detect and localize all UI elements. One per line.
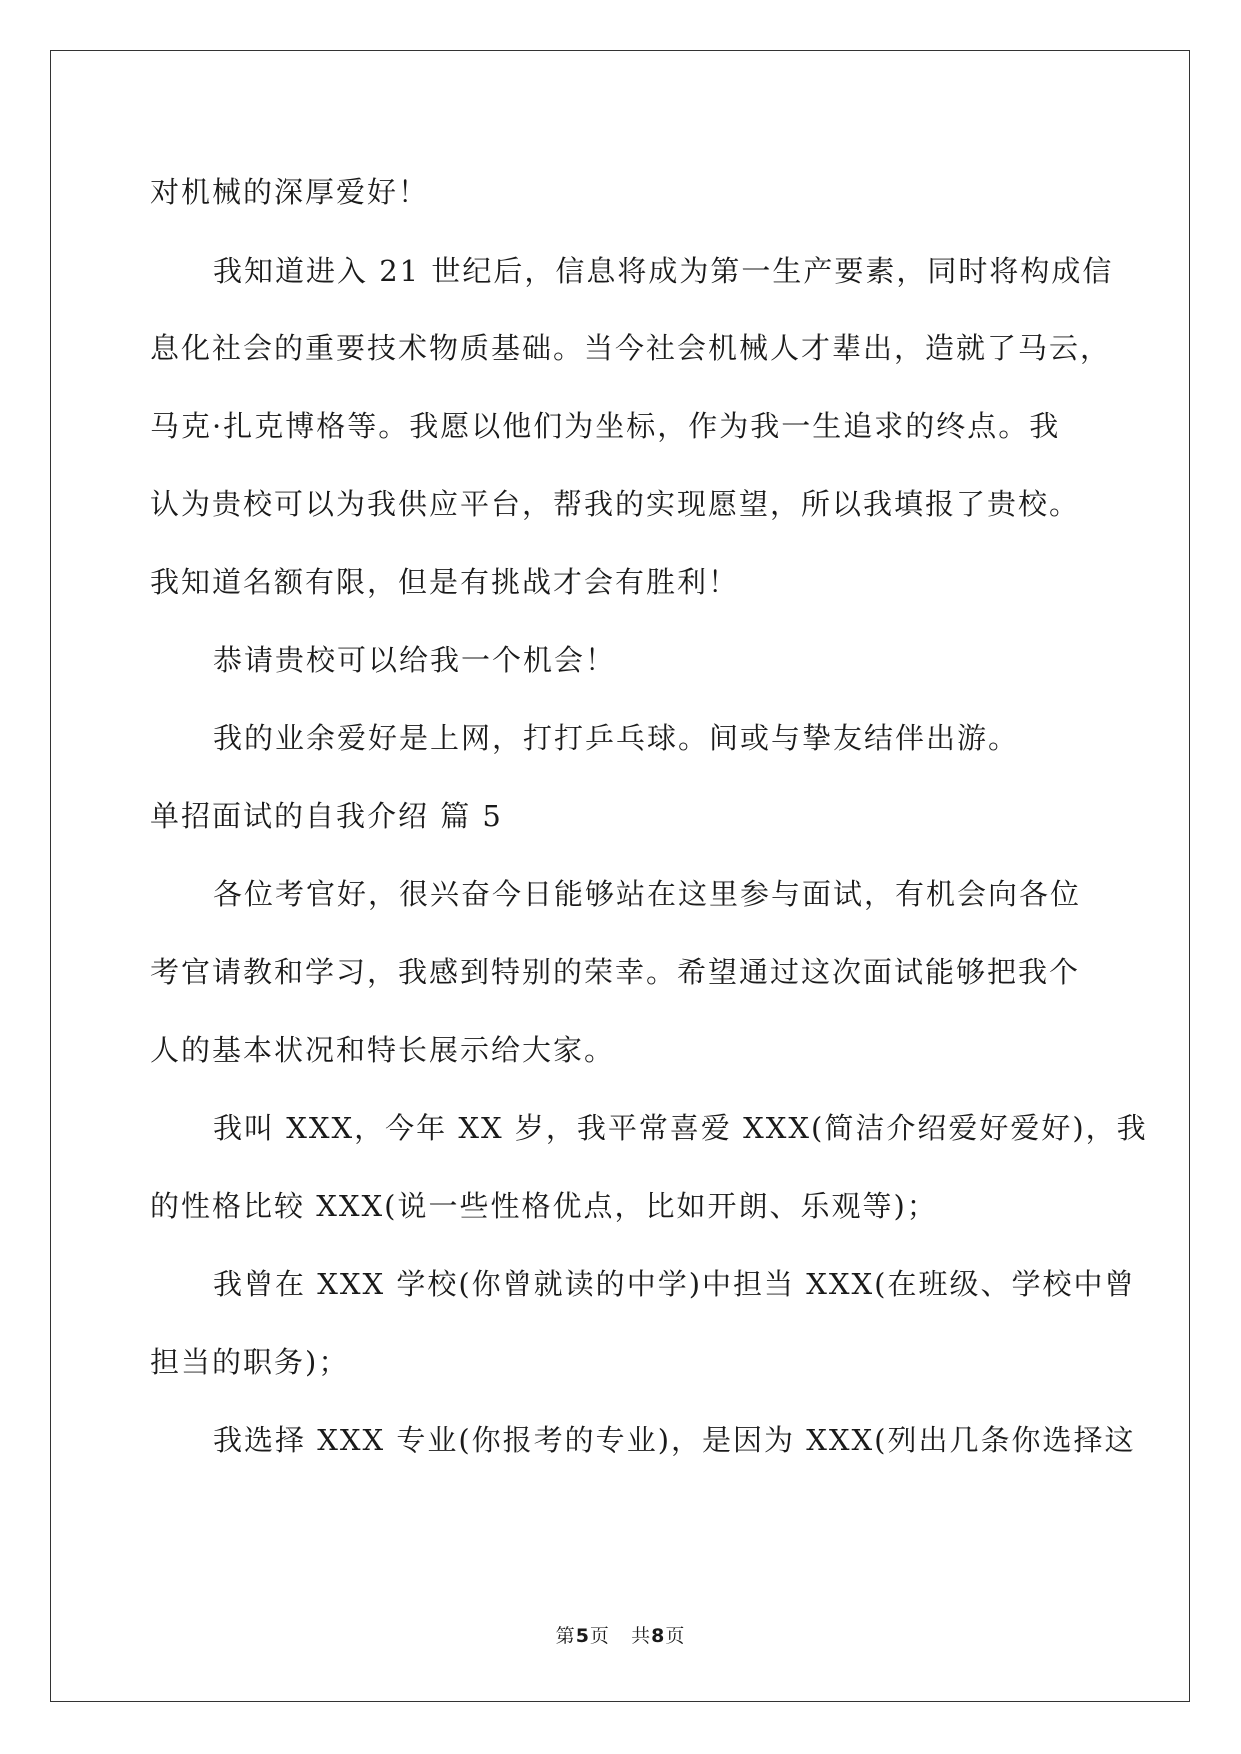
footer-total-prefix: 共 [631,1625,652,1647]
page-footer [0,1624,1241,1648]
text-line: 我曾在 XXX 学校(你曾就读的中学)中担当 XXX(在班级、学校中曾 [213,1267,1136,1301]
text-line: 我叫 XXX，今年 XX 岁，我平常喜爱 XXX(简洁介绍爱好爱好)，我 [213,1111,1148,1145]
text-line: 认为贵校可以为我供应平台，帮我的实现愿望，所以我填报了贵校。 [150,487,1081,521]
footer-total-suffix: 页 [665,1625,686,1647]
text-line: 担当的职务)； [150,1345,350,1379]
text-line: 考官请教和学习，我感到特别的荣幸。希望通过这次面试能够把我个 [150,955,1081,989]
text-line: 我知道名额有限，但是有挑战才会有胜利！ [150,565,740,599]
text-line: 对机械的深厚爱好！ [150,175,430,209]
text-line: 的性格比较 XXX(说一些性格优点，比如开朗、乐观等)； [150,1189,938,1223]
text-line: 恭请贵校可以给我一个机会！ [213,643,617,677]
text-line: 人的基本状况和特长展示给大家。 [150,1033,616,1067]
text-line: 各位考官好，很兴奋今日能够站在这里参与面试，有机会向各位 [213,877,1082,911]
text-line: 息化社会的重要技术物质基础。当今社会机械人才辈出，造就了马云， [150,331,1112,365]
text-line: 我知道进入 21 世纪后，信息将成为第一生产要素，同时将构成信 [213,254,1114,288]
section-heading: 单招面试的自我介绍 篇 5 [150,799,503,833]
text-line: 马克·扎克博格等。我愿以他们为坐标，作为我一生追求的终点。我 [150,409,1061,443]
text-line: 我选择 XXX 专业(你报考的专业)，是因为 XXX(列出几条你选择这 [213,1423,1136,1457]
total-pages: 8 [651,1625,666,1647]
footer-page-suffix: 页 [589,1625,610,1647]
footer-prefix: 第 [555,1625,576,1647]
page-number: 5 [575,1625,590,1647]
text-line: 我的业余爱好是上网，打打乒乓球。间或与挚友结伴出游。 [213,721,1020,755]
